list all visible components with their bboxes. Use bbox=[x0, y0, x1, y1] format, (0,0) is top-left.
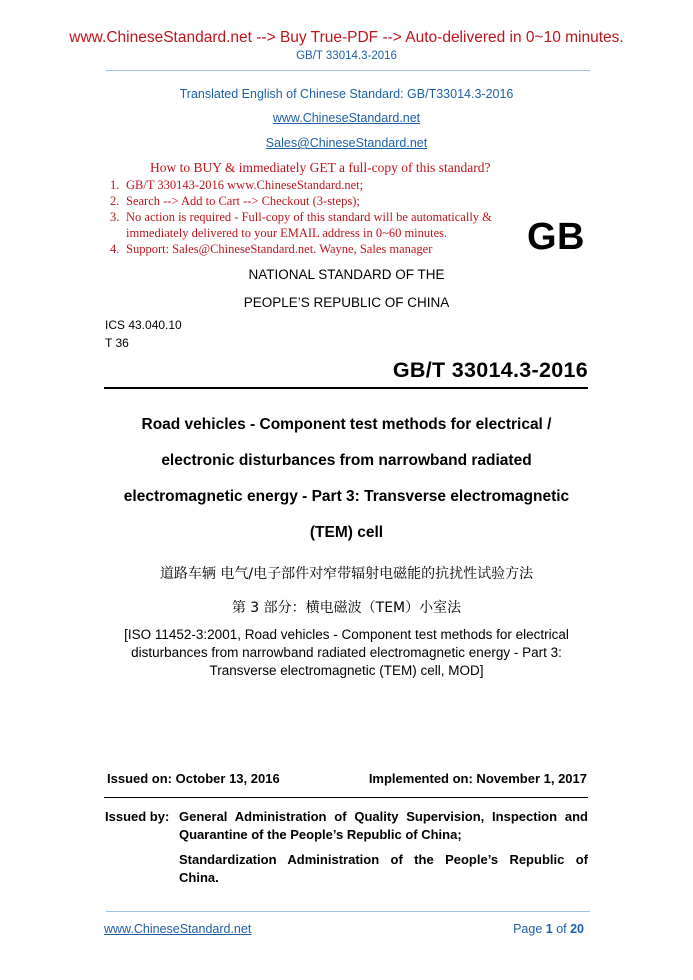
title-en-line: electromagnetic energy - Part 3: Transverse electromagnetic bbox=[123, 488, 570, 505]
issuer-line: General Administration of Quality Supervision, Inspection and bbox=[179, 809, 588, 824]
page-total: 20 bbox=[570, 922, 584, 936]
translated-note: Translated English of Chinese Standard: GB/T33014.3-2016 bbox=[179, 87, 514, 101]
issued-date: Issued on: October 13, 2016 bbox=[107, 771, 280, 786]
iso-reference: [ISO 11452-3:2001, Road vehicles - Component test methods for electrical disturbances from narrowband radiated electromagnetic energy - Part 3: Transverse electromagnetic (TEM) cell, MOD] bbox=[124, 627, 569, 678]
page-indicator: Page 1 of 20 bbox=[513, 922, 584, 936]
implemented-date: Implemented on: November 1, 2017 bbox=[368, 771, 587, 786]
dates-divider bbox=[104, 797, 588, 798]
footer-divider bbox=[106, 911, 590, 912]
standard-number: GB/T 33014.3-2016 bbox=[392, 358, 588, 382]
issuer-line: China. bbox=[179, 870, 219, 885]
classification-code: T 36 bbox=[105, 336, 129, 350]
ics-code: ICS 43.040.10 bbox=[105, 318, 182, 332]
buy-step: 4. Support: Sales@ChineseStandard.net. Wayne, Sales manager bbox=[110, 242, 433, 256]
buy-banner-link[interactable]: www.ChineseStandard.net --> Buy True-PDF --> Auto-delivered in 0~10 minutes. bbox=[69, 29, 624, 46]
title-en-line: electronic disturbances from narrowband radiated bbox=[161, 452, 532, 469]
title-cn-line2: 第 3 部分：横电磁波（TEM）小室法 bbox=[231, 600, 462, 616]
issuer-line: Standardization Administration of the People’s Republic of bbox=[179, 852, 588, 867]
email-link[interactable]: Sales@ChineseStandard.net bbox=[265, 136, 428, 150]
footer-website-link[interactable]: www.ChineseStandard.net bbox=[104, 922, 252, 936]
header-doc-code: GB/T 33014.3-2016 bbox=[296, 50, 397, 62]
national-standard-line2: PEOPLE’S REPUBLIC OF CHINA bbox=[243, 295, 450, 310]
title-cn-line1: 道路车辆 电气/电子部件对窄带辐射电磁能的抗扰性试验方法 bbox=[159, 566, 534, 582]
title-divider bbox=[104, 387, 588, 389]
national-standard-line1: NATIONAL STANDARD OF THE bbox=[248, 267, 445, 282]
gb-logo: GB bbox=[527, 216, 585, 258]
buy-step: 1. GB/T 330143-2016 www.ChineseStandard.net; bbox=[110, 178, 364, 192]
buy-step: 2. Search --> Add to Cart --> Checkout (3-steps); bbox=[110, 194, 360, 208]
title-en-line: Road vehicles - Component test methods for electrical / bbox=[141, 416, 552, 433]
header-divider bbox=[106, 70, 590, 71]
issued-by-label: Issued by: bbox=[105, 809, 170, 824]
website-link[interactable]: www.ChineseStandard.net bbox=[272, 111, 421, 125]
title-en-line: (TEM) cell bbox=[309, 524, 384, 541]
page-number: 1 bbox=[545, 922, 553, 936]
buy-steps-list bbox=[110, 177, 530, 257]
buy-step: 3. No action is required - Full-copy of this standard will be automatically & immediately delivered to your EMAIL address in 0~60 minutes. bbox=[110, 210, 492, 240]
issuer-line: Quarantine of the People’s Republic of China; bbox=[179, 827, 462, 842]
buy-title: How to BUY & immediately GET a full-copy of this standard? bbox=[150, 160, 491, 175]
